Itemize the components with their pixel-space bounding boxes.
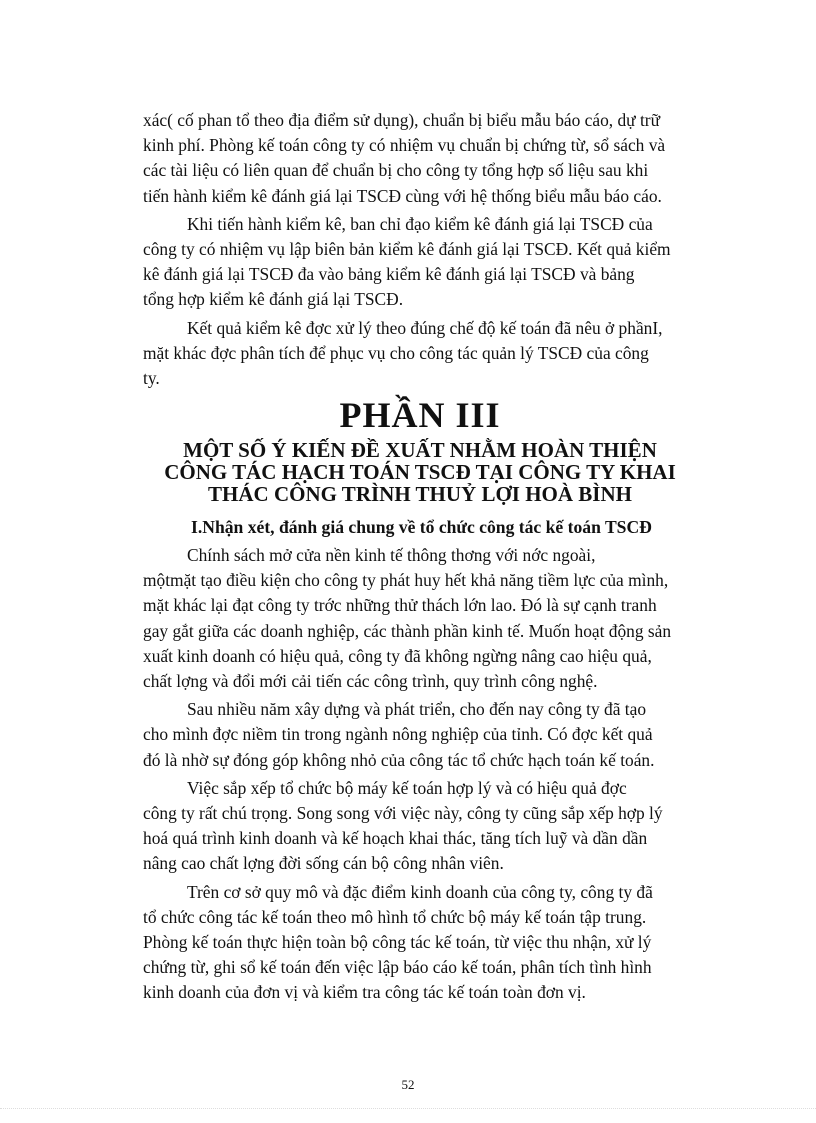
- text-line: hoá quá trình kinh doanh và kế hoạch khai thác, tăng tích luỹ và dần dần: [143, 828, 648, 849]
- intro-paragraph-3: [143, 316, 728, 392]
- intro-paragraph-1: [143, 108, 728, 209]
- text-line: Khi tiến hành kiểm kê, ban chỉ đạo kiểm kê đánh giá lại TSCĐ của: [187, 213, 653, 234]
- subtitle-line: MỘT SỐ Ý KIẾN ĐỀ XUẤT NHẰM HOÀN THIỆN: [183, 438, 657, 462]
- intro-paragraph-2: [143, 212, 728, 313]
- text-line: kê đánh giá lại TSCĐ đa vào bảng kiểm kê đánh giá lại TSCĐ và bảng: [143, 264, 635, 285]
- footer-divider: [0, 1108, 816, 1109]
- text-line: Phòng kế toán thực hiện toàn bộ công tác kế toán, từ việc thu nhận, xử lý: [143, 932, 652, 953]
- text-line: ty.: [143, 368, 160, 389]
- section-text: [143, 543, 728, 1006]
- text-line: cho mình đợc niềm tin trong ngành nông nghiệp của tỉnh. Có đợc kết quả: [143, 724, 653, 745]
- text-line: nâng cao chất lợng đời sống cán bộ công nhân viên.: [143, 853, 504, 874]
- text-line: xác( cố phan tổ theo địa điểm sử dụng), chuẩn bị biểu mẫu báo cáo, dự trữ: [143, 110, 660, 130]
- text-line: chứng từ, ghi sổ kế toán đến việc lập báo cáo kế toán, phân tích tình hình: [143, 957, 652, 978]
- part-subtitle: [110, 439, 730, 505]
- section-paragraph-4: [143, 880, 728, 1006]
- text-line: Sau nhiều năm xây dựng và phát triển, cho đến nay công ty đã tạo: [187, 699, 647, 720]
- text-line: Trên cơ sở quy mô và đặc điểm kinh doanh của công ty, công ty đã: [187, 881, 653, 902]
- text-line: Chính sách mở cửa nền kinh tế thông thơng với nớc ngoài,: [187, 545, 596, 565]
- text-line: đó là nhờ sự đóng góp không nhỏ của công tác tổ chức hạch toán kế toán.: [143, 749, 655, 770]
- text-line: công ty rất chú trọng. Song song với việc này, công ty cũng sắp xếp hợp lý: [143, 803, 663, 824]
- section-paragraph-2: [143, 697, 728, 773]
- text-line: chất lợng và đổi mới cải tiến các công trình, quy trình công nghệ.: [143, 671, 598, 692]
- text-line: mặt khác đợc phân tích để phục vụ cho công tác quản lý TSCĐ của công: [143, 342, 649, 363]
- section-paragraph-1: [143, 543, 728, 694]
- subtitle-line: THÁC CÔNG TRÌNH THUỶ LỢI HOÀ BÌNH: [208, 482, 632, 506]
- text-line: xuất kinh doanh có hiệu quả, công ty đã không ngừng nâng cao hiệu quả,: [143, 645, 652, 666]
- text-line: mộtmặt tạo điều kiện cho công ty phát huy hết khả năng tiềm lực của mình,: [143, 570, 669, 591]
- page-number: 52: [401, 1077, 415, 1092]
- text-line: Kết quả kiểm kê đợc xử lý theo đúng chế độ kế toán đã nêu ở phầnI,: [187, 317, 663, 338]
- text-line: Việc sắp xếp tổ chức bộ máy kế toán hợp lý và có hiệu quả đợc: [187, 777, 627, 798]
- text-line: mặt khác lại đạt công ty trớc những thử thách lớn lao. Đó là sự cạnh tranh: [143, 595, 657, 616]
- text-line: tổ chức công tác kế toán theo mô hình tổ chức bộ máy kế toán tập trung.: [143, 906, 647, 927]
- text-line: công ty có nhiệm vụ lập biên bản kiểm kê đánh giá lại TSCĐ. Kết quả kiểm: [143, 239, 671, 260]
- part-heading: PHẦN III: [339, 395, 501, 435]
- text-line: gay gắt giữa các doanh nghiệp, các thành phần kinh tế. Muốn hoạt động sản: [143, 620, 672, 641]
- text-line: tiến hành kiểm kê đánh giá lại TSCĐ cùng với hệ thống biểu mẫu báo cáo.: [143, 185, 662, 206]
- text-line: tổng hợp kiểm kê đánh giá lại TSCĐ.: [143, 289, 404, 310]
- text-line: các tài liệu có liên quan để chuẩn bị cho công ty tổng hợp số liệu sau khi: [143, 160, 649, 181]
- section-paragraph-3: [143, 776, 728, 877]
- part-title-block: [110, 395, 730, 505]
- section-heading: I.Nhận xét, đánh giá chung về tổ chức công tác kế toán TSCĐ: [191, 517, 652, 537]
- subtitle-line: CÔNG TÁC HẠCH TOÁN TSCĐ TẠI CÔNG TY KHAI: [164, 460, 676, 484]
- intro-text: [143, 108, 728, 391]
- text-line: kinh doanh của đơn vị và kiểm tra công tác kế toán toàn đơn vị.: [143, 982, 586, 1003]
- text-line: kinh phí. Phòng kế toán công ty có nhiệm vụ chuẩn bị chứng từ, sổ sách và: [143, 135, 666, 156]
